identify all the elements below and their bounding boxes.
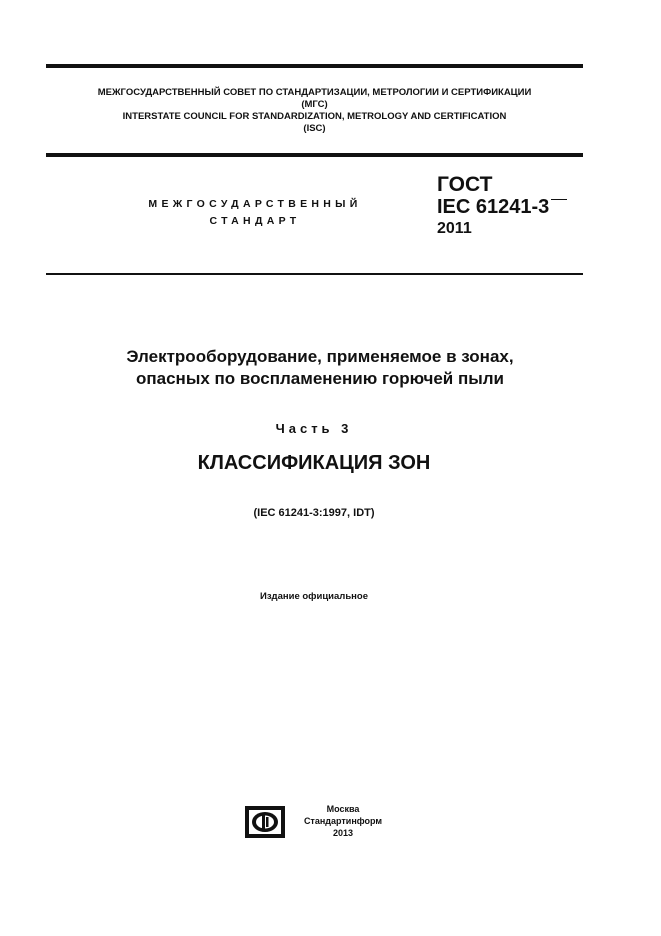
iec-reference: (IEC 61241-3:1997, IDT) — [253, 507, 375, 519]
council-en-abbr: (ISC) — [303, 123, 326, 134]
council-ru-abbr: (МГС) — [301, 99, 328, 110]
document-title — [0, 346, 640, 390]
designation-prefix: ГОСТ — [437, 173, 493, 196]
council-ru: МЕЖГОСУДАРСТВЕННЫЙ СОВЕТ ПО СТАНДАРТИЗАЦИИ, МЕТРОЛОГИИ И СЕРТИФИКАЦИИ — [97, 87, 532, 98]
edition-label: Издание официальное — [260, 591, 368, 602]
publisher-name: Стандартинформ — [303, 816, 383, 826]
designation-bottom-rule — [46, 273, 583, 275]
standartinform-logo-icon — [245, 806, 285, 838]
standard-type — [120, 196, 390, 230]
publisher-year: 2013 — [332, 828, 354, 838]
council-header — [46, 87, 583, 135]
designation-year: 2011 — [437, 220, 472, 237]
document-title-line2: опасных по воспламенению горючей пыли — [135, 369, 504, 388]
header-bottom-rule — [46, 153, 583, 157]
designation-dash — [551, 199, 567, 201]
designation-number: IEC 61241-3 — [437, 196, 550, 218]
publisher-block — [298, 803, 388, 839]
standard-designation — [437, 174, 567, 240]
top-rule — [46, 64, 583, 68]
publisher-city: Москва — [326, 804, 360, 814]
council-en: INTERSTATE COUNCIL FOR STANDARDIZATION, METROLOGY AND CERTIFICATION — [122, 111, 507, 122]
document-subtitle: КЛАССИФИКАЦИЯ ЗОН — [197, 452, 431, 474]
document-title-line1: Электрооборудование, применяемое в зонах, — [126, 347, 514, 366]
standard-type-line1: МЕЖГОСУДАРСТВЕННЫЙ — [148, 198, 362, 210]
part-label: Часть 3 — [275, 421, 353, 436]
standard-type-line2: СТАНДАРТ — [209, 215, 301, 227]
